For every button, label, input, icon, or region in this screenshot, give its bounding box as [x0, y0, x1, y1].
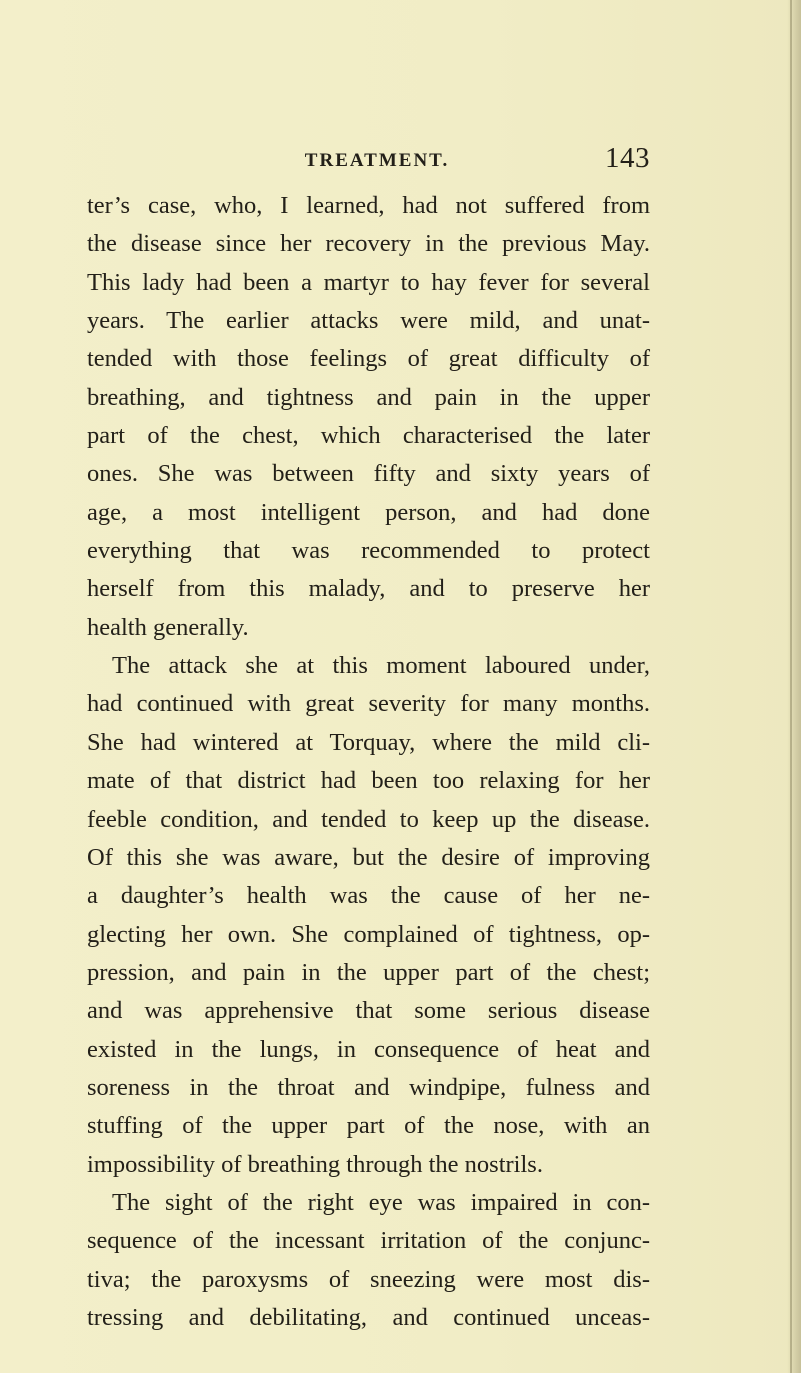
text-line: tended with those feelings of great difficulty of: [87, 345, 650, 373]
text-line: This lady had been a martyr to hay fever for several: [87, 268, 650, 296]
text-line: soreness in the throat and windpipe, fulness and: [87, 1073, 650, 1101]
text-line: tiva; the paroxysms of sneezing were most dis-: [87, 1265, 650, 1293]
text-line: a daughter’s health was the cause of her ne-: [87, 882, 650, 910]
text-line: ter’s case, who, I learned, had not suffered from: [87, 192, 650, 219]
text-line: age, a most intelligent person, and had done: [87, 498, 650, 526]
text-line: and was apprehensive that some serious disease: [87, 997, 650, 1025]
text-line: ones. She was between fifty and sixty years of: [87, 460, 650, 488]
text-line: feeble condition, and tended to keep up the disease.: [87, 805, 650, 833]
text-line: mate of that district had been too relaxing for her: [87, 767, 650, 795]
text-line: tressing and debilitating, and continued unceas-: [87, 1303, 650, 1331]
text-line: breathing, and tightness and pain in the upper: [87, 383, 650, 411]
body-text: [87, 187, 650, 1337]
text-line: had continued with great severity for many months.: [87, 690, 650, 718]
page-edge-line: [790, 0, 792, 1373]
text-line: The sight of the right eye was impaired in con-: [112, 1188, 650, 1216]
text-line: years. The earlier attacks were mild, and unat-: [87, 307, 650, 335]
text-line: herself from this malady, and to preserve her: [87, 575, 650, 603]
text-line: pression, and pain in the upper part of the chest;: [87, 958, 650, 986]
page-number: 143: [605, 142, 650, 174]
text-line: the disease since her recovery in the previous May.: [87, 230, 650, 258]
page-header: [86, 142, 650, 182]
text-line: The attack she at this moment laboured under,: [112, 652, 650, 680]
running-head: TREATMENT.: [304, 150, 450, 171]
text-line: health generally.: [87, 613, 249, 641]
text-line: part of the chest, which characterised the later: [87, 422, 650, 450]
text-line: existed in the lungs, in consequence of heat and: [87, 1035, 650, 1063]
text-line: stuffing of the upper part of the nose, with an: [87, 1112, 650, 1140]
text-line: sequence of the incessant irritation of the conjunc-: [87, 1227, 650, 1255]
text-line: glecting her own. She complained of tightness, op-: [87, 920, 650, 948]
text-line: She had wintered at Torquay, where the mild cli-: [87, 728, 650, 756]
text-line: impossibility of breathing through the nostrils.: [87, 1150, 543, 1178]
text-line: Of this she was aware, but the desire of improving: [87, 843, 650, 871]
text-line: everything that was recommended to protect: [87, 537, 650, 565]
